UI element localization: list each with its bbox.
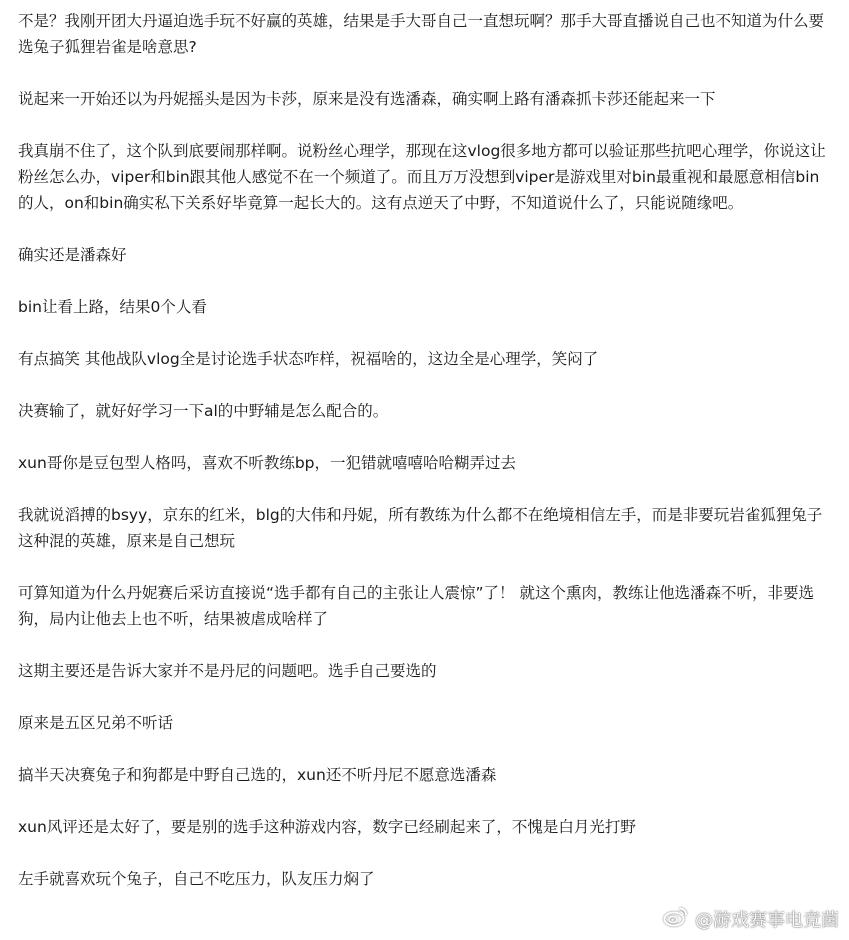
watermark-text: @游戏赛事电竞菌 [695,909,839,931]
comment-paragraph: 我就说滔搏的bsyy，京东的红米，blg的大伟和丹妮，所有教练为什么都不在绝境相信左手，而是非要玩岩雀狐狸兔子这种混的英雄，原来是自己想玩 [18,506,823,550]
comment-paragraph: bin让看上路，结果0个人看 [18,298,207,316]
comment-paragraph: 原来是五区兄弟不听话 [18,714,174,732]
comment-paragraph: xun哥你是豆包型人格吗，喜欢不听教练bp，一犯错就嘻嘻哈哈糊弄过去 [18,454,517,472]
weibo-icon [663,905,689,932]
comment-paragraph: 确实还是潘森好 [18,246,127,264]
comment-paragraph: 说起来一开始还以为丹妮摇头是因为卡莎，原来是没有选潘森，确实啊上路有潘森抓卡莎还能起来一下 [18,90,716,108]
comment-paragraph: 决赛输了，就好好学习一下al的中野辅是怎么配合的。 [18,402,389,420]
comment-list [18,8,833,918]
comment-paragraph: 不是？我刚开团大丹逼迫选手玩不好赢的英雄，结果是手大哥自己一直想玩啊？那手大哥直播说自己也不知道为什么要选兔子狐狸岩雀是啥意思? [18,12,825,56]
comment-paragraph: 我真崩不住了，这个队到底要闹那样啊。说粉丝心理学，那现在这vlog很多地方都可以验证那些抗吧心理学，你说这让粉丝怎么办，viper和bin跟其他人感觉不在一个频道了。而且万万没想到viper是游戏里对bin最重视和最愿意相信bin的人，on和bin确实私下关系好毕竟算一起长大的。这有点逆天了中野，不知道说什么了，只能说随缘吧。 [18,142,826,212]
comment-paragraph: 这期主要还是告诉大家并不是丹尼的问题吧。选手自己要选的 [18,662,437,680]
comment-paragraph: 有点搞笑 其他战队vlog全是讨论选手状态咋样，祝福啥的，这边全是心理学，笑闷了 [18,350,599,368]
comment-paragraph: 左手就喜欢玩个兔子，自己不吃压力，队友压力焖了 [18,870,375,888]
comment-paragraph: xun风评还是太好了，要是别的选手这种游戏内容，数字已经刷起来了，不愧是白月光打野 [18,818,636,836]
comment-paragraph: 搞半天决赛兔子和狗都是中野自己选的，xun还不听丹尼不愿意选潘森 [18,766,497,784]
comment-paragraph: 可算知道为什么丹妮赛后采访直接说“选手都有自己的主张让人震惊”了！ 就这个熏肉，教练让他选潘森不听，非要选狗，局内让他去上也不听，结果被虐成啥样了 [18,584,814,628]
watermark [663,905,839,932]
